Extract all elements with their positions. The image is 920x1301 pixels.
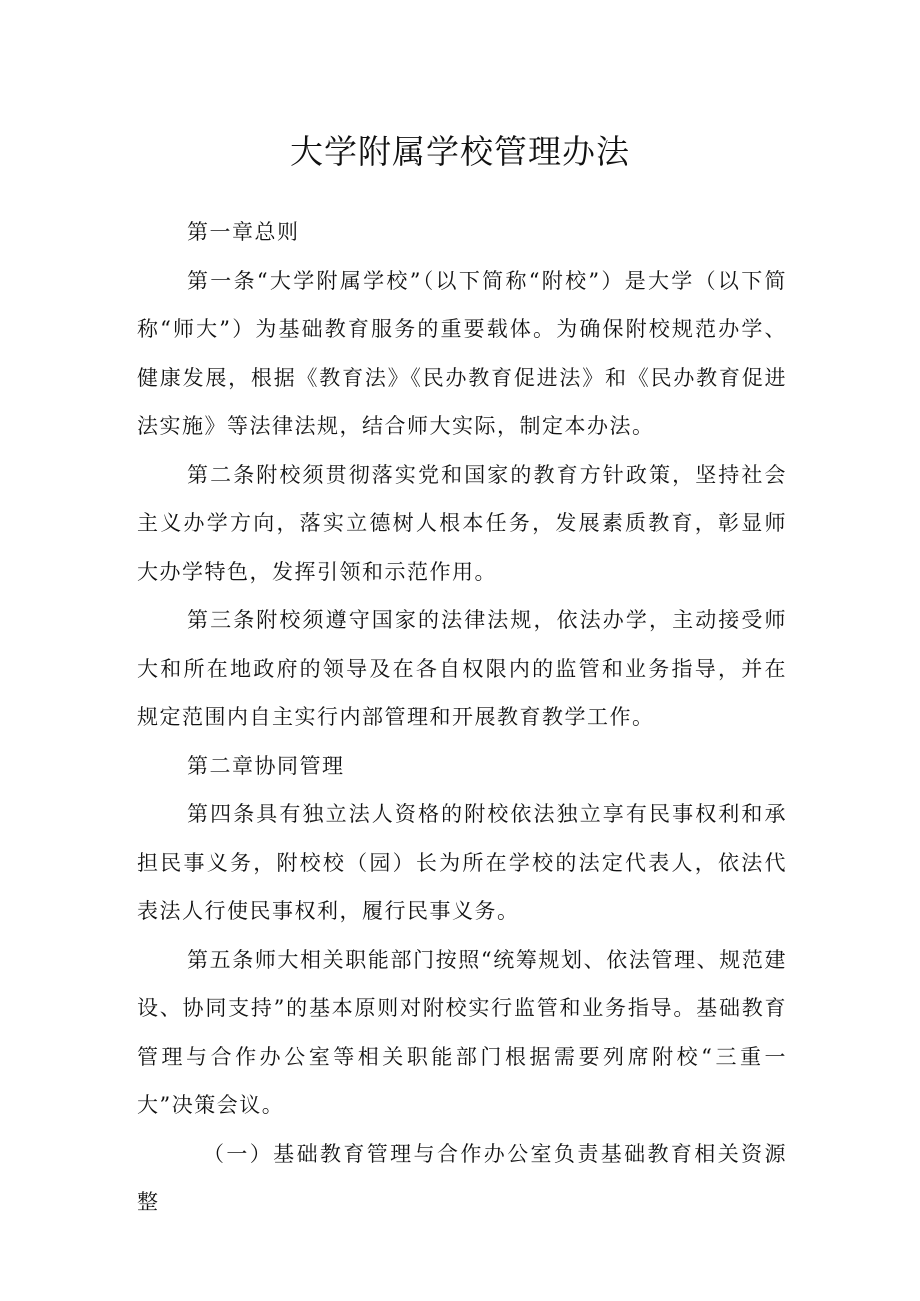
- document-body: [137, 208, 787, 1227]
- article-5-item-1-paragraph: （一）基础教育管理与合作办公室负责基础教育相关资源整: [137, 1141, 787, 1214]
- chapter-heading-collaborative-management: 第二章协同管理: [187, 753, 345, 778]
- document-title: 大学附属学校管理办法: [290, 132, 630, 171]
- article-2-paragraph: 第二条附校须贯彻落实党和国家的教育方针政策，坚持社会主义办学方向，落实立德树人根本任务，发展素质教育，彰显师大办学特色，发挥引领和示范作用。: [137, 462, 787, 584]
- article-3-paragraph: 第三条附校须遵守国家的法律法规，依法办学，主动接受师大和所在地政府的领导及在各自权限内的监管和业务指导，并在规定范围内自主实行内部管理和开展教育教学工作。: [137, 608, 787, 729]
- article-5-paragraph: 第五条师大相关职能部门按照“统筹规划、依法管理、规范建设、协同支持”的基本原则对附校实行监管和业务指导。基础教育管理与合作办公室等相关职能部门根据需要列席附校“三重一大”决策会议。: [137, 947, 787, 1117]
- article-1-paragraph: 第一条“大学附属学校”（以下简称“附校”）是大学（以下简称“师大”）为基础教育服务的重要载体。为确保附校规范办学、健康发展，根据《教育法》《民办教育促进法》和《民办教育促进法实施》等法律法规，结合师大实际，制定本办法。: [137, 268, 787, 438]
- article-4-paragraph: 第四条具有独立法人资格的附校依法独立享有民事权利和承担民事义务，附校校（园）长为所在学校的法定代表人，依法代表法人行使民事权利，履行民事义务。: [137, 802, 787, 923]
- chapter-heading-general: 第一章总则: [187, 220, 300, 244]
